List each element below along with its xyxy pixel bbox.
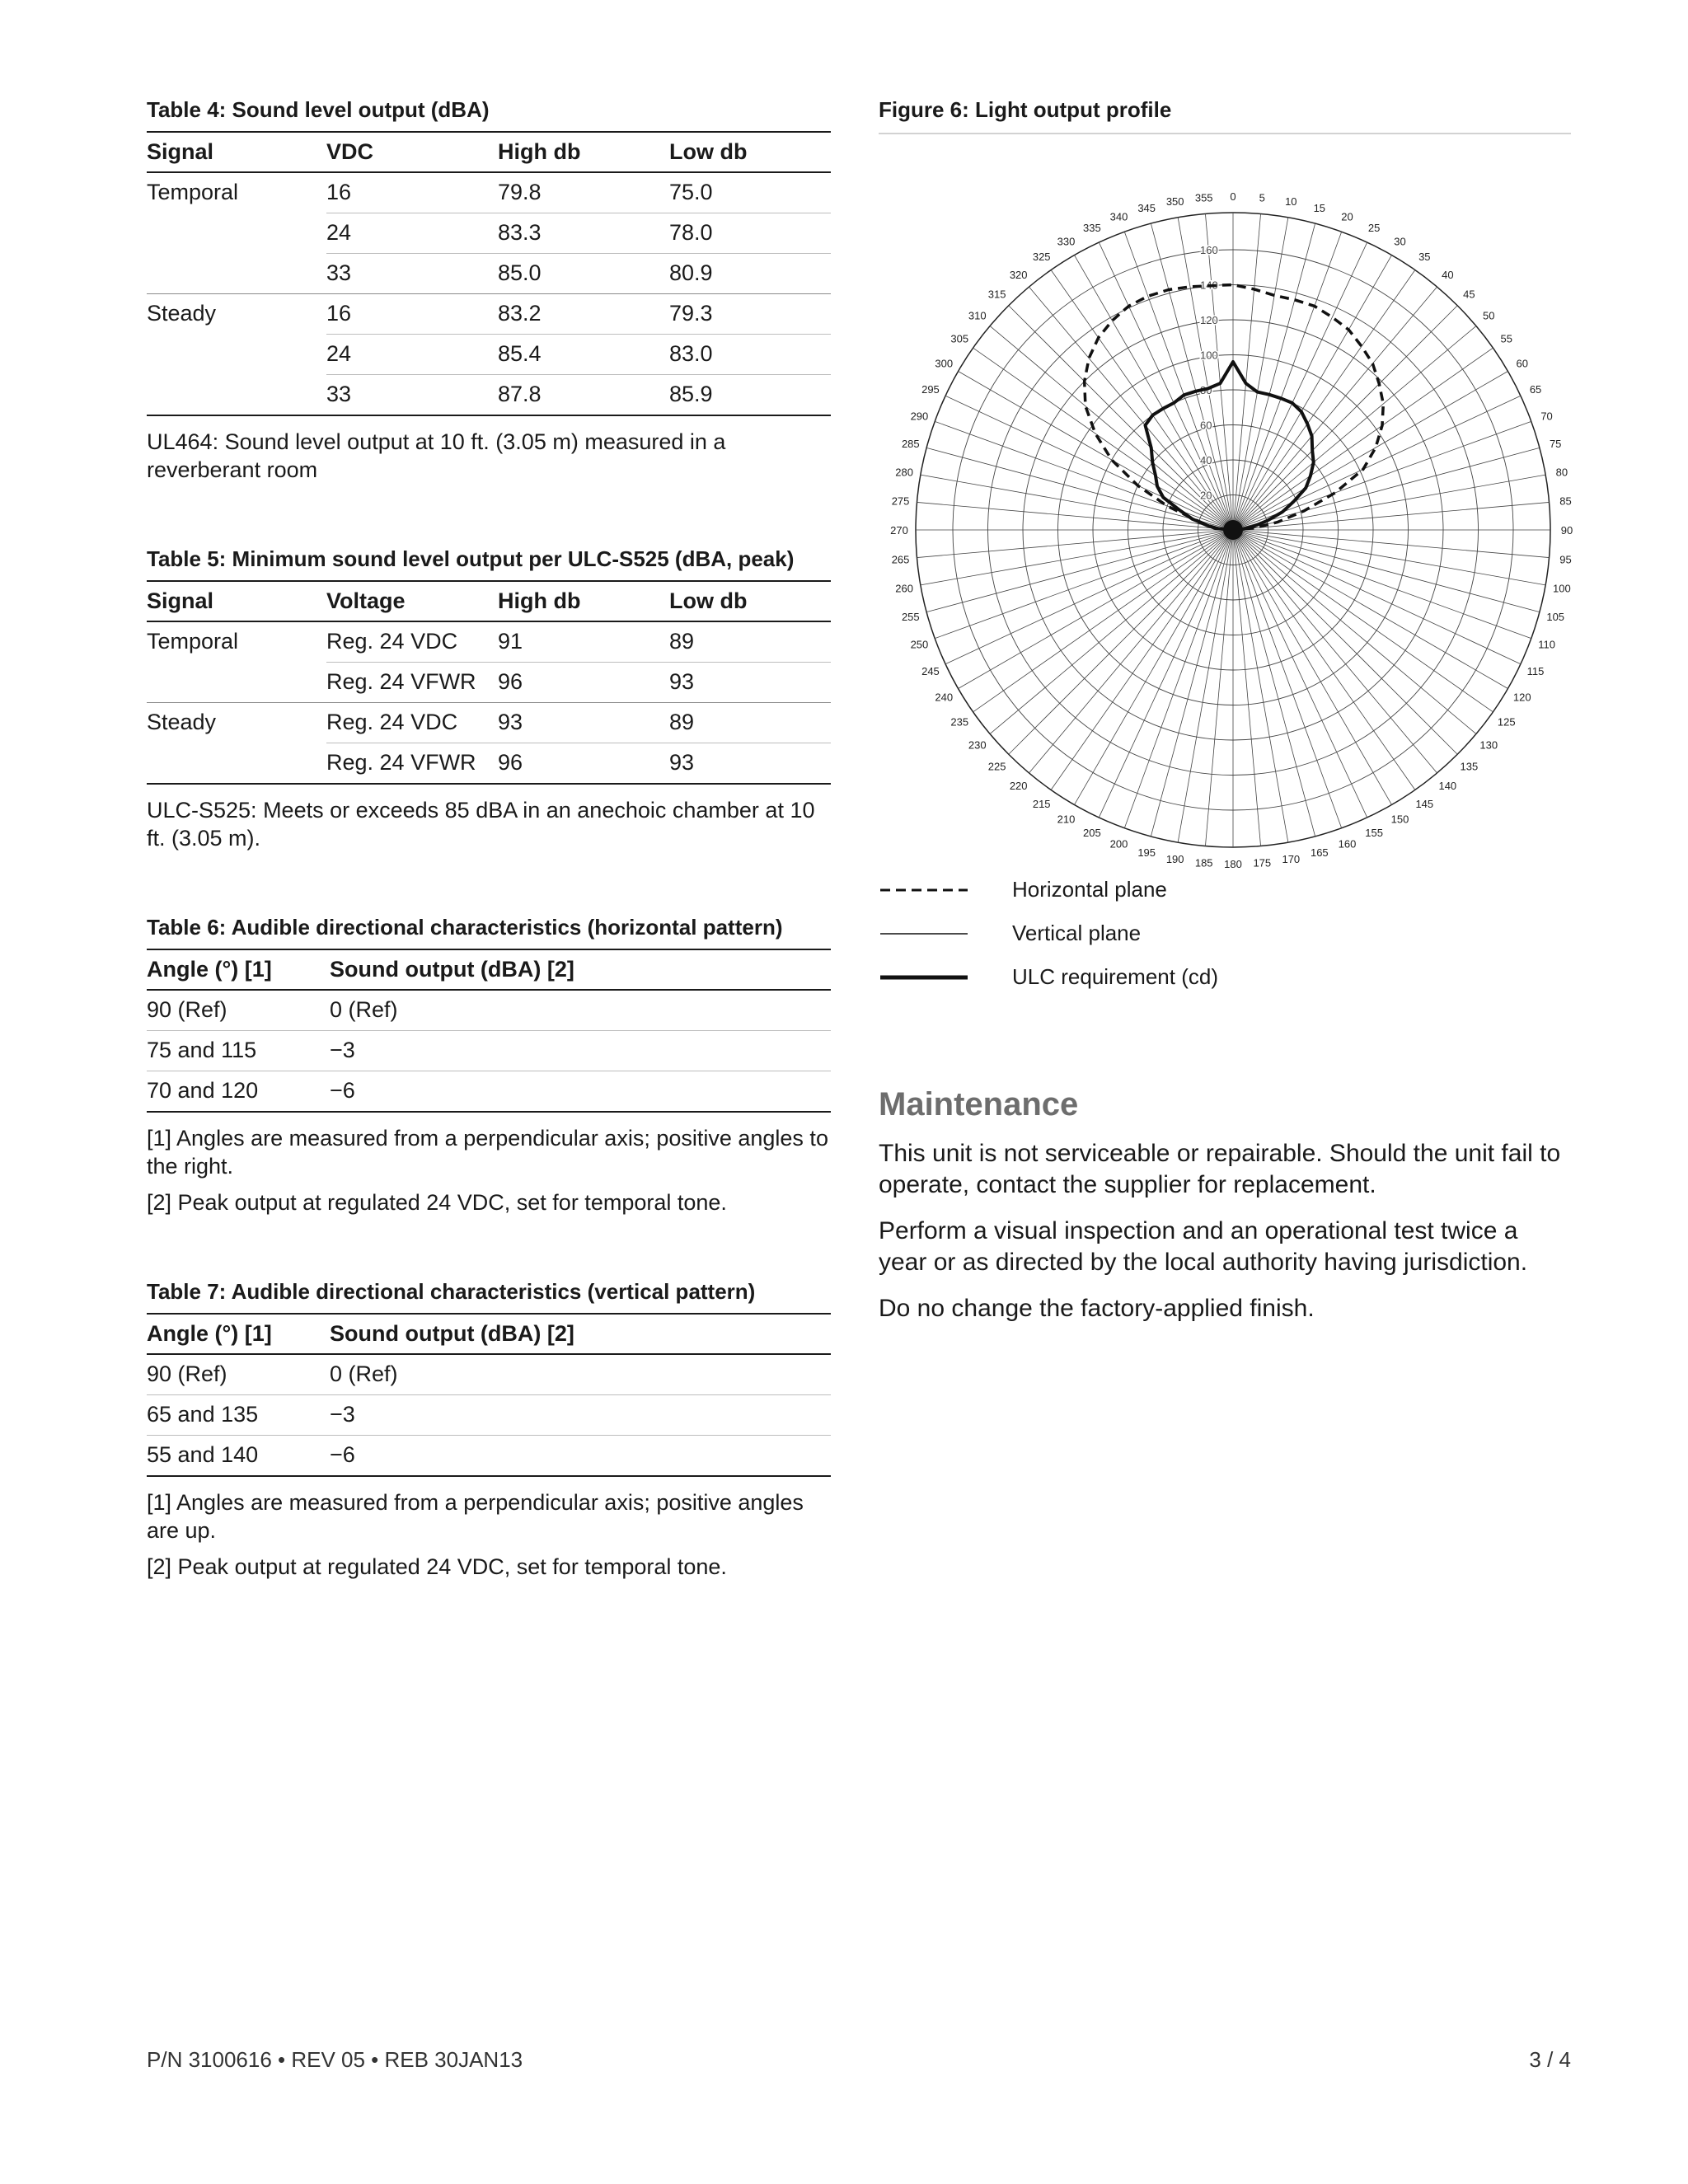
polar-angle-label: 130 [1479,738,1498,752]
table-header-cell: Sound output (dBA) [2] [330,949,831,990]
table-cell [147,254,326,294]
table-header-cell: High db [498,581,669,621]
polar-angle-label: 40 [1442,268,1454,281]
table-cell: Reg. 24 VFWR [326,663,498,703]
table-cell: 33 [326,375,498,416]
polar-center-hub [1223,520,1243,540]
polar-angle-label: 305 [950,332,969,345]
table-6-note-1: [1] Angles are measured from a perpendicular axis; positive angles to the right. [147,1126,828,1179]
table-cell: 78.0 [669,213,831,254]
polar-angle-label: 0 [1230,190,1236,203]
polar-angle-label: 20 [1341,210,1353,223]
polar-radius-label: 20 [1200,489,1212,502]
polar-angle-label: 270 [890,524,908,537]
figure-6-caption: Figure 6: Light output profile [879,97,1571,134]
table-7-block [147,1279,831,1581]
polar-angle-label: 290 [910,410,929,423]
table-cell: 16 [326,294,498,335]
table-cell [147,375,326,416]
table-header-cell: Signal [147,581,326,621]
polar-angle-label: 250 [910,638,929,651]
table-5-block [147,546,831,852]
table-cell [147,663,326,703]
table-header-cell: Angle (°) [1] [147,1314,330,1354]
polar-angle-label: 65 [1529,382,1542,396]
polar-angle-label: 280 [895,466,914,479]
table-cell: 91 [498,621,669,663]
polar-angle-label: 110 [1538,638,1555,651]
table-cell: −3 [330,1031,831,1071]
table-cell: −3 [330,1395,831,1436]
polar-angle-label: 255 [901,610,920,623]
polar-angle-label: 55 [1500,332,1512,345]
legend-swatch-thick [879,975,969,980]
table-cell: −6 [330,1436,831,1477]
table-row [147,172,831,213]
table-cell: 83.3 [498,213,669,254]
polar-angle-label: 60 [1516,357,1528,370]
table-cell: 90 (Ref) [147,990,330,1031]
table-cell: 80.9 [669,254,831,294]
table-header-cell: Low db [669,132,831,172]
table-cell: 85.0 [498,254,669,294]
table-cell: 79.3 [669,294,831,335]
table-4-caption: Table 4: Sound level output (dBA) [147,97,490,122]
polar-radius-label: 40 [1200,454,1212,466]
polar-angle-label: 325 [1032,251,1051,264]
polar-spoke [926,448,1233,530]
table-row [147,1395,831,1436]
table-4-note: UL464: Sound level output at 10 ft. (3.05 m) measured in a reverberant room [147,429,726,482]
table-cell: 0 (Ref) [330,990,831,1031]
legend-item-ulc [879,955,1571,999]
polar-chart-container [879,134,1573,870]
table-4 [147,131,831,416]
polar-spoke [1233,530,1507,689]
table-row [147,703,831,743]
polar-angle-label: 345 [1137,201,1156,214]
polar-angle-label: 120 [1512,691,1531,704]
table-cell [147,743,326,785]
table-cell: 65 and 135 [147,1395,330,1436]
table-cell: 93 [669,663,831,703]
polar-angle-label: 220 [1009,780,1028,793]
table-row [147,213,831,254]
polar-spoke [1233,530,1315,837]
polar-angle-label: 80 [1555,466,1568,479]
polar-spoke [1233,502,1550,530]
table-cell: 0 (Ref) [330,1354,831,1395]
polar-angle-label: 155 [1365,827,1384,840]
polar-spoke [1233,530,1392,804]
polar-angle-label: 35 [1418,251,1431,264]
polar-angle-label: 5 [1259,191,1265,204]
polar-angle-label: 115 [1526,665,1545,678]
table-5-note: ULC-S525: Meets or exceeds 85 dBA in an anechoic chamber at 10 ft. (3.05 m). [147,798,815,851]
table-cell: 24 [326,213,498,254]
table-cell: Reg. 24 VDC [326,621,498,663]
polar-radius-label: 60 [1200,419,1212,432]
table-row [147,743,831,785]
polar-angle-label: 230 [968,738,987,752]
polar-angle-label: 235 [950,715,969,729]
polar-angle-label: 300 [935,357,954,370]
right-column [879,97,1571,1339]
table-7-note-1: [1] Angles are measured from a perpendicular axis; positive angles are up. [147,1490,804,1543]
table-cell: 90 (Ref) [147,1354,330,1395]
polar-angle-label: 125 [1497,715,1516,729]
polar-angle-label: 10 [1285,195,1297,209]
polar-angle-label: 285 [901,438,920,451]
polar-spoke [1151,223,1233,530]
polar-angle-label: 150 [1390,813,1409,826]
maintenance-heading: Maintenance [879,1086,1079,1122]
table-6-note-2: [2] Peak output at regulated 24 VDC, set for temporal tone. [147,1190,727,1215]
polar-angle-label: 160 [1338,837,1357,851]
polar-angle-label: 105 [1546,610,1565,623]
polar-angle-label: 185 [1194,856,1213,869]
polar-series-line [1085,285,1384,531]
table-6-caption: Table 6: Audible directional characteristics (horizontal pattern) [147,915,783,940]
table-header-cell: Low db [669,581,831,621]
table-cell: 75 and 115 [147,1031,330,1071]
polar-angle-label: 315 [987,288,1006,301]
table-5 [147,580,831,785]
table-cell: 83.2 [498,294,669,335]
table-header-cell: Angle (°) [1] [147,949,330,990]
table-cell: 96 [498,743,669,785]
polar-spoke [926,530,1233,612]
legend-label: ULC requirement (cd) [1012,964,1218,989]
polar-angle-label: 100 [1552,582,1571,595]
polar-chart [879,134,1573,870]
table-7-caption: Table 7: Audible directional characteristics (vertical pattern) [147,1279,756,1304]
polar-spoke [1151,530,1233,837]
polar-angle-label: 170 [1282,852,1301,865]
polar-radius-label: 120 [1200,314,1218,326]
polar-spoke [1233,530,1261,846]
left-column [147,97,831,1643]
table-cell: 89 [669,703,831,743]
table-cell: 85.9 [669,375,831,416]
table-row [147,1031,831,1071]
polar-angle-label: 195 [1137,846,1156,860]
polar-spoke [1233,530,1540,612]
polar-angle-label: 275 [891,494,910,508]
maintenance-paragraph: This unit is not serviceable or repairable. Should the unit fail to operate, contact the supplier for replacement. [879,1140,1561,1198]
table-7 [147,1313,831,1477]
table-5-caption: Table 5: Minimum sound level output per ULC-S525 (dBA, peak) [147,546,795,571]
polar-angle-label: 245 [921,665,940,678]
polar-angle-label: 355 [1194,191,1213,204]
polar-spoke [1233,223,1315,530]
polar-angle-label: 45 [1463,288,1475,301]
legend-label: Horizontal plane [1012,877,1167,902]
polar-angle-label: 145 [1415,797,1434,810]
table-row [147,1436,831,1477]
table-cell: 16 [326,172,498,213]
polar-angle-label: 190 [1165,852,1184,865]
table-row [147,1071,831,1113]
table-row [147,621,831,663]
polar-angle-label: 335 [1082,221,1101,234]
table-row [147,990,831,1031]
maintenance-paragraph: Do no change the factory-applied finish. [879,1295,1315,1322]
polar-spoke [959,530,1233,689]
table-cell [147,335,326,375]
polar-angle-label: 215 [1032,797,1051,810]
polar-spoke [1233,530,1550,558]
table-header-cell: Voltage [326,581,498,621]
legend-item-horizontal [879,868,1571,912]
polar-radius-label: 140 [1200,279,1218,292]
table-6-block [147,915,831,1216]
table-row [147,294,831,335]
polar-angle-label: 90 [1560,524,1573,537]
polar-angle-label: 240 [935,691,954,704]
table-cell: Steady [147,301,217,326]
table-4-block [147,97,831,484]
table-cell: 93 [669,743,831,785]
table-cell: 89 [669,621,831,663]
table-cell: 83.0 [669,335,831,375]
polar-angle-label: 165 [1310,846,1329,860]
table-row [147,335,831,375]
table-7-note-2: [2] Peak output at regulated 24 VDC, set for temporal tone. [147,1554,727,1579]
polar-angle-label: 200 [1109,837,1128,851]
table-header-cell: Sound output (dBA) [2] [330,1314,831,1354]
table-cell: Temporal [147,629,239,654]
table-cell: 33 [326,254,498,294]
table-cell: Steady [147,710,217,734]
polar-spoke [959,372,1233,531]
polar-radius-label: 80 [1200,384,1212,396]
polar-spoke [1233,448,1540,530]
polar-angle-label: 75 [1549,438,1562,451]
polar-angle-label: 260 [895,582,914,595]
table-cell: 70 and 120 [147,1071,330,1113]
polar-angle-label: 30 [1394,235,1406,248]
footer-page-number: 3 / 4 [1529,2047,1571,2072]
polar-angle-label: 340 [1109,210,1128,223]
polar-radius-label: 160 [1200,244,1218,256]
polar-angle-label: 175 [1253,856,1272,869]
table-cell: 55 and 140 [147,1436,330,1477]
table-cell: −6 [330,1071,831,1113]
polar-angle-label: 330 [1057,235,1076,248]
polar-angle-label: 225 [987,760,1006,773]
table-header-cell: VDC [326,132,498,172]
table-cell [147,213,326,254]
polar-angle-label: 50 [1483,309,1495,322]
table-cell: 75.0 [669,172,831,213]
table-row [147,254,831,294]
table-row [147,1354,831,1395]
polar-angle-label: 205 [1082,827,1101,840]
polar-angle-label: 310 [968,309,987,322]
table-cell: 24 [326,335,498,375]
table-cell: 79.8 [498,172,669,213]
table-cell: Reg. 24 VDC [326,703,498,743]
table-row [147,663,831,703]
polar-spoke [1075,530,1234,804]
polar-angle-label: 70 [1540,410,1553,423]
legend-label: Vertical plane [1012,921,1142,945]
chart-legend [879,868,1571,999]
table-cell: 87.8 [498,375,669,416]
table-row [147,375,831,416]
table-header-cell: High db [498,132,669,172]
polar-angle-label: 25 [1367,221,1381,234]
polar-radius-label: 100 [1200,349,1218,362]
legend-swatch-solid [879,931,969,936]
footer-part-number: P/N 3100616 • REV 05 • REB 30JAN13 [147,2047,523,2072]
legend-item-vertical [879,912,1571,955]
table-cell: 85.4 [498,335,669,375]
polar-angle-label: 265 [891,553,910,566]
table-cell: 96 [498,663,669,703]
polar-angle-label: 15 [1313,201,1326,214]
polar-angle-label: 140 [1438,780,1457,793]
table-cell: Temporal [147,180,239,204]
legend-swatch-dashed [879,888,969,893]
polar-angle-label: 85 [1559,494,1572,508]
polar-spoke [917,530,1233,558]
table-cell: 93 [498,703,669,743]
polar-angle-label: 295 [921,382,940,396]
polar-angle-label: 350 [1165,195,1184,209]
table-6 [147,949,831,1113]
polar-angle-label: 210 [1057,813,1076,826]
table-cell: Reg. 24 VFWR [326,743,498,785]
table-header-cell: Signal [147,132,326,172]
polar-angle-label: 180 [1224,858,1242,870]
polar-spoke [1205,530,1233,846]
polar-angle-label: 320 [1009,268,1028,281]
maintenance-paragraph: Perform a visual inspection and an operational test twice a year or as directed by the local authority having jurisdiction. [879,1217,1528,1276]
polar-angle-label: 95 [1559,553,1572,566]
polar-angle-label: 135 [1460,760,1479,773]
